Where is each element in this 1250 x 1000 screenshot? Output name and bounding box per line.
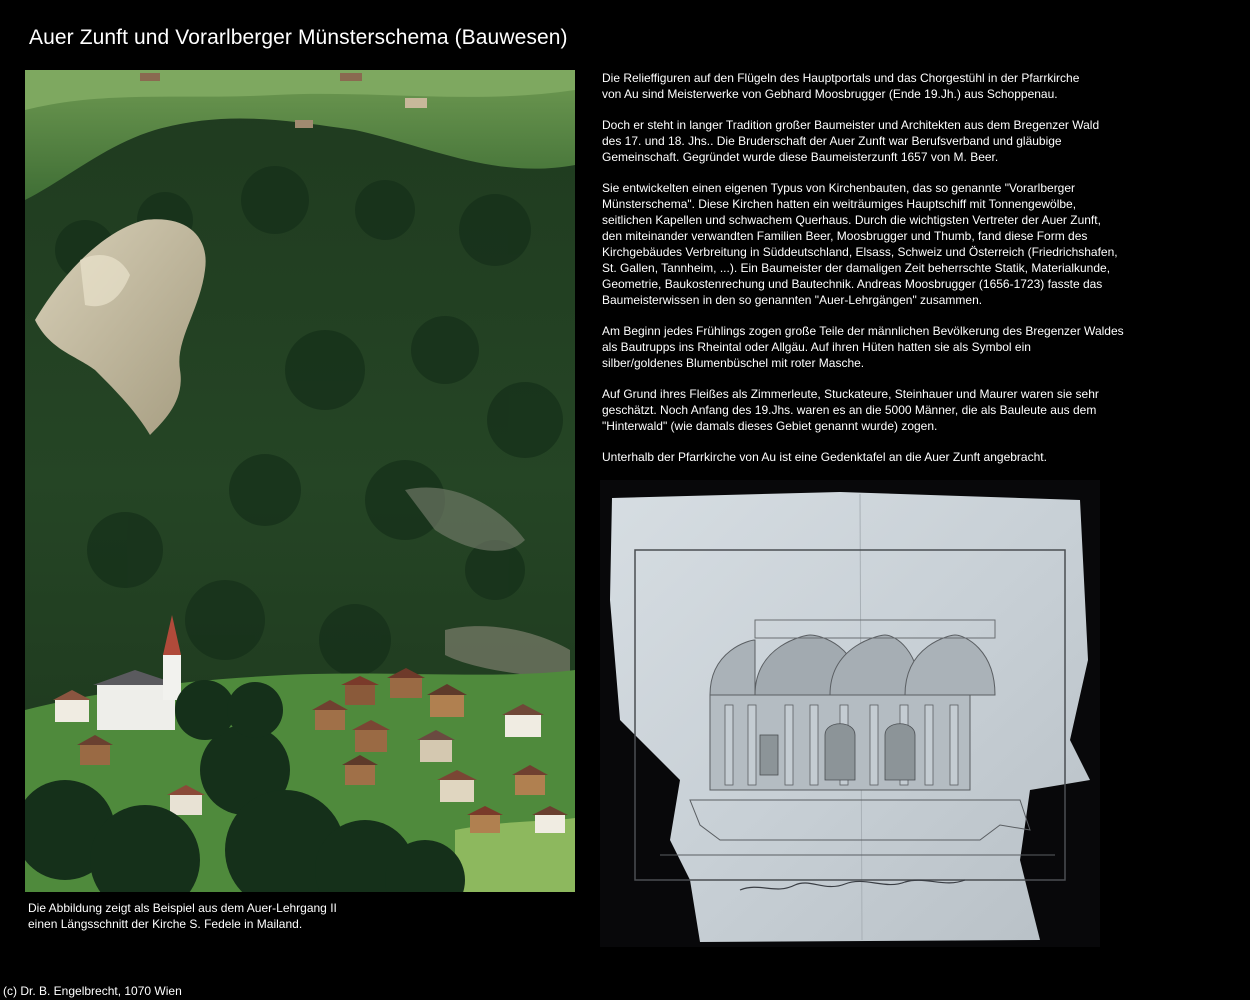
text-line: Die Relieffiguren auf den Flügeln des Hauptportals und das Chorgestühl in der Pfarrkirche [602,71,1080,85]
text-line: von Au sind Meisterwerke von Gebhard Moosbrugger (Ende 19.Jh.) aus Schoppenau. [602,87,1058,101]
text-line: des 17. und 18. Jhs.. Die Bruderschaft der Auer Zunft war Berufsverband und gläubige [602,134,1062,148]
text-line: Gemeinschaft. Gegründet wurde diese Baumeisterzunft 1657 von M. Beer. [602,150,999,164]
text-line: Sie entwickelten einen eigenen Typus von Kirchenbauten, das so genannte "Vorarlberger [602,181,1076,195]
village-mountain-photo [25,70,575,892]
copyright-credit: (c) Dr. B. Engelbrecht, 1070 Wien [3,984,182,998]
paragraph [602,70,1142,102]
architectural-drawing-photo [600,480,1100,947]
church-section-drawing-illustration [600,480,1100,947]
text-line: als Bautrupps ins Rheintal oder Allgäu. Auf ihren Hüten hatten sie als Symbol ein [602,340,1031,354]
text-line: Unterhalb der Pfarrkirche von Au ist eine Gedenktafel an die Auer Zunft angebracht. [602,450,1047,464]
text-line: Doch er steht in langer Tradition großer Baumeister und Architekten aus dem Bregenzer Wald [602,118,1100,132]
paragraph [602,386,1142,434]
caption-line: Die Abbildung zeigt als Beispiel aus dem Auer-Lehrgang II [28,901,337,915]
page-title: Auer Zunft und Vorarlberger Münsterschema (Bauwesen) [29,26,568,49]
paragraph [602,323,1142,371]
image-caption [28,900,388,932]
text-line: seitlichen Kapellen und schwachem Querhaus. Durch die wichtigsten Vertreter der Auer Zunft, [602,213,1101,227]
paragraph [602,449,1142,465]
article-text [602,70,1142,480]
village-mountain-illustration [25,70,575,892]
text-line: "Hinterwald" (wie damals dieses Gebiet genannt wurde) zogen. [602,419,938,433]
text-line: silber/goldenes Blumenbüschel mit roter Masche. [602,356,865,370]
text-line: Baumeisterwissen in den so genannten "Auer-Lehrgängen" zusammen. [602,293,983,307]
text-line: Auf Grund ihres Fleißes als Zimmerleute, Stuckateure, Steinhauer und Maurer waren sie sehr [602,387,1099,401]
text-line: Münsterschema". Diese Kirchen hatten ein weiträumiges Hauptschiff mit Tonnengewölbe, [602,197,1077,211]
text-line: den miteinander verwandten Familien Beer, Moosbrugger und Thumb, fand diese Form des [602,229,1088,243]
text-line: Geometrie, Baukostenrechung und Bautechnik. Andreas Moosbrugger (1656-1723) fasste das [602,277,1103,291]
text-line: Kirchgebäudes Verbreitung in Süddeutschland, Elsass, Schweiz und Österreich (Friedrichshafen, [602,245,1118,259]
paragraph [602,117,1142,165]
text-line: Am Beginn jedes Frühlings zogen große Teile der männlichen Bevölkerung des Bregenzer Waldes [602,324,1124,338]
text-line: St. Gallen, Tannheim, ...). Ein Baumeister der damaligen Zeit beherrschte Statik, Materialkunde, [602,261,1111,275]
paragraph [602,180,1142,308]
text-line: geschätzt. Noch Anfang des 19.Jhs. waren es an die 5000 Männer, die als Bauleute aus dem [602,403,1097,417]
caption-line: einen Längsschnitt der Kirche S. Fedele in Mailand. [28,917,303,931]
